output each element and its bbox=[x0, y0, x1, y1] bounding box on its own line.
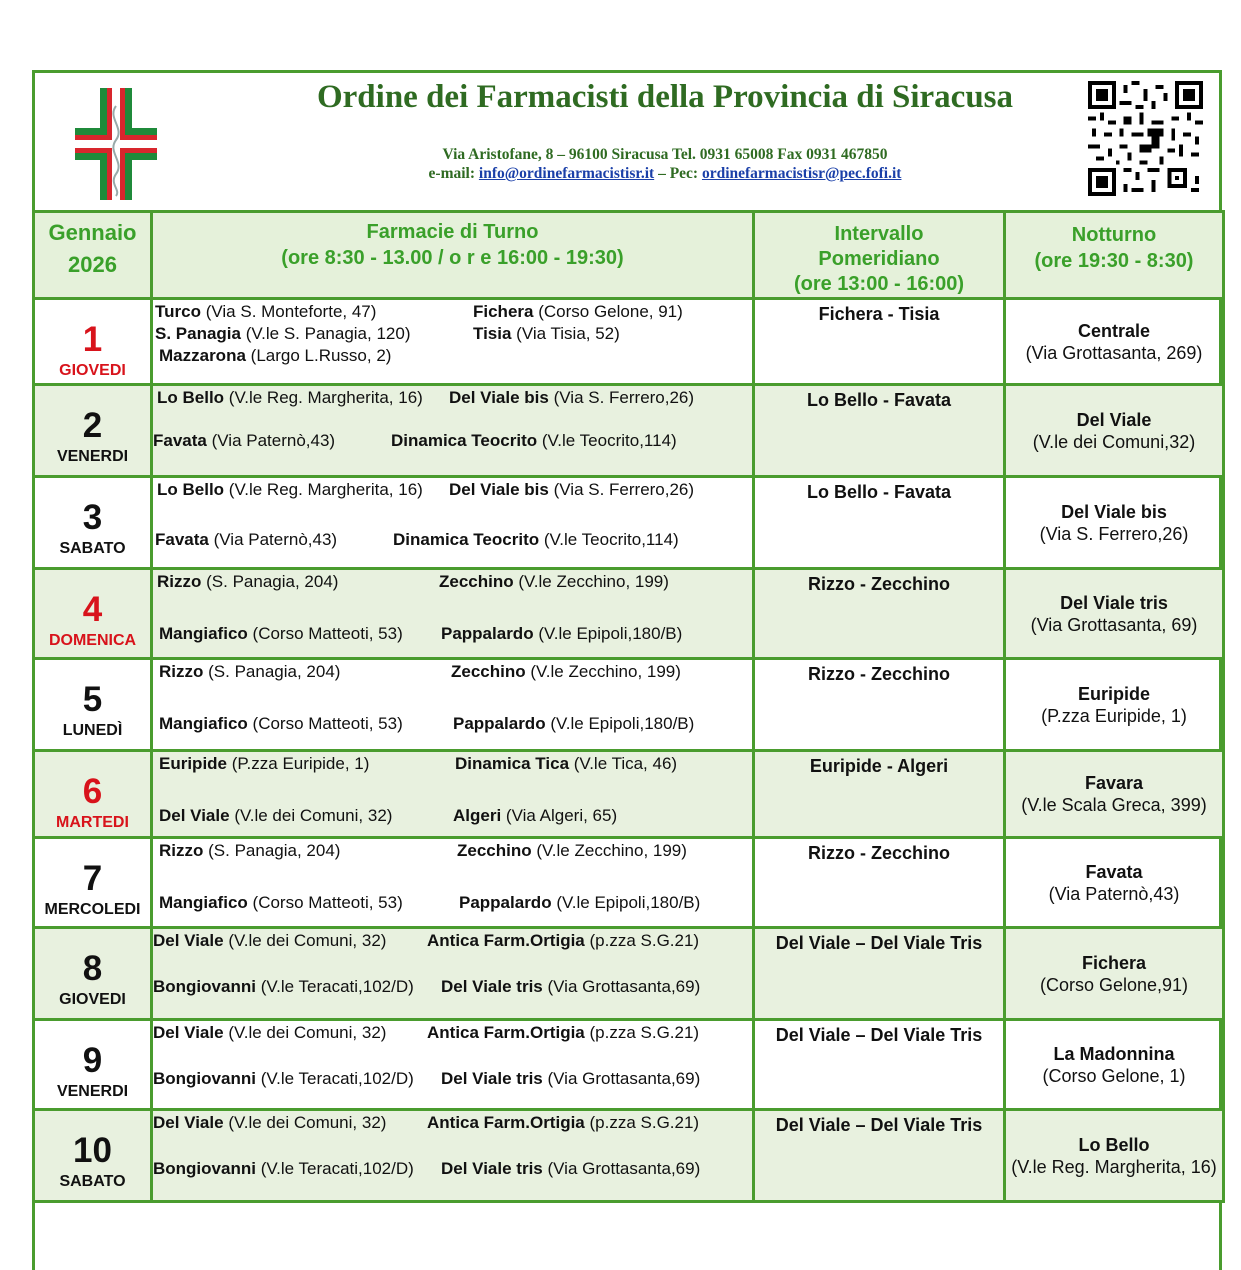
night-pharmacy-name: Fichera bbox=[1081, 952, 1147, 973]
pharmacy-cross-logo bbox=[75, 88, 157, 200]
pharmacy-entry bbox=[391, 431, 677, 451]
afternoon-title-2: Pomeridiano bbox=[818, 248, 940, 270]
duty-pharmacies-cell bbox=[152, 569, 754, 659]
pharmacy-address: (V.le Zecchino, 199) bbox=[518, 572, 669, 591]
pharmacy-entry bbox=[393, 530, 679, 550]
pharmacy-name: Turco bbox=[155, 302, 201, 321]
pharmacy-entry bbox=[427, 1113, 699, 1133]
pharmacy-entry bbox=[153, 931, 386, 951]
month-label: Gennaio bbox=[48, 220, 137, 245]
pharmacy-address: (V.le dei Comuni, 32) bbox=[228, 931, 387, 950]
pharmacy-entry bbox=[159, 624, 403, 644]
pharmacy-name: Dinamica Teocrito bbox=[391, 431, 538, 450]
afternoon-pharmacies: Lo Bello - Favata bbox=[754, 477, 1005, 569]
duty-pharmacies-cell bbox=[152, 928, 754, 1020]
night-pharmacy-name: Lo Bello bbox=[1078, 1134, 1150, 1155]
pharmacy-entry bbox=[157, 388, 423, 408]
night-pharmacy-cell bbox=[1005, 751, 1224, 838]
pharmacy-name: Mazzarona bbox=[159, 346, 246, 365]
org-contacts bbox=[215, 145, 1115, 183]
afternoon-pharmacies: Del Viale – Del Viale Tris bbox=[754, 928, 1005, 1020]
night-pharmacy-name: La Madonnina bbox=[1053, 1043, 1175, 1064]
pharmacy-address: (V.le dei Comuni, 32) bbox=[234, 806, 393, 825]
day-cell bbox=[34, 299, 152, 385]
pharmacy-entry bbox=[441, 624, 682, 644]
pharmacy-address: (S. Panagia, 204) bbox=[206, 572, 339, 591]
pharmacy-address: (Corso Gelone, 91) bbox=[538, 302, 683, 321]
pec-link[interactable]: ordinefarmacistisr@pec.fofi.it bbox=[701, 165, 902, 182]
pharmacy-entry bbox=[159, 714, 403, 734]
pharmacy-entry bbox=[457, 841, 687, 861]
duty-pharmacies-cell bbox=[152, 299, 754, 385]
org-email-line bbox=[215, 164, 1115, 183]
turno-header bbox=[152, 212, 754, 299]
pharmacy-address: (Via Paternò,43) bbox=[213, 530, 338, 549]
pharmacy-entry bbox=[155, 302, 376, 322]
day-number: 4 bbox=[82, 590, 103, 629]
pharmacy-name: Zecchino bbox=[439, 572, 514, 591]
pharmacy-address: (Via Grottasanta,69) bbox=[547, 1069, 701, 1088]
pharmacy-name: Zecchino bbox=[451, 662, 526, 681]
pharmacy-address: (V.le Epipoli,180/B) bbox=[550, 714, 695, 733]
pharmacy-name: Pappalardo bbox=[441, 624, 534, 643]
pharmacy-entry bbox=[441, 977, 700, 997]
night-pharmacy-address: (V.le dei Comuni,32) bbox=[1032, 431, 1196, 452]
pharmacy-name: Dinamica Teocrito bbox=[393, 530, 540, 549]
pharmacy-address: (V.le dei Comuni, 32) bbox=[228, 1023, 387, 1042]
night-pharmacy-address: (Via Paternò,43) bbox=[1048, 883, 1180, 904]
day-row bbox=[34, 659, 1224, 751]
afternoon-pharmacies: Rizzo - Zecchino bbox=[754, 659, 1005, 751]
pharmacy-name: Bongiovanni bbox=[153, 1159, 256, 1178]
afternoon-pharmacies: Euripide - Algeri bbox=[754, 751, 1005, 838]
day-cell bbox=[34, 1020, 152, 1110]
pharmacy-name: Antica Farm.Ortigia bbox=[427, 1113, 585, 1132]
duty-pharmacies-cell bbox=[152, 1110, 754, 1202]
pharmacy-entry bbox=[153, 1113, 386, 1133]
pharmacy-name: Bongiovanni bbox=[153, 1069, 256, 1088]
night-pharmacy-address: (Via Grottasanta, 69) bbox=[1030, 614, 1198, 635]
day-cell bbox=[34, 477, 152, 569]
day-name: GIOVEDI bbox=[59, 362, 126, 379]
pharmacy-name: Pappalardo bbox=[453, 714, 546, 733]
day-name: MERCOLEDI bbox=[44, 901, 141, 918]
pharmacy-name: Lo Bello bbox=[157, 480, 225, 499]
pec-label: – Pec: bbox=[658, 165, 699, 182]
pharmacy-name: Fichera bbox=[473, 302, 534, 321]
night-pharmacy-name: Favara bbox=[1084, 773, 1144, 793]
pharmacy-entry bbox=[453, 714, 694, 734]
turno-title: Farmacie di Turno bbox=[366, 221, 539, 243]
pharmacy-entry bbox=[159, 754, 369, 774]
day-number: 1 bbox=[82, 320, 103, 359]
pharmacy-entry bbox=[473, 302, 683, 322]
day-number: 10 bbox=[73, 1131, 112, 1170]
pharmacy-entry bbox=[427, 1023, 699, 1043]
day-row bbox=[34, 751, 1224, 838]
pharmacy-name: Rizzo bbox=[159, 841, 204, 860]
afternoon-title-1: Intervallo bbox=[834, 223, 924, 245]
pharmacy-name: Del Viale tris bbox=[441, 1069, 543, 1088]
pharmacy-address: (V.le Teocrito,114) bbox=[541, 431, 677, 450]
afternoon-pharmacies: Del Viale – Del Viale Tris bbox=[754, 1020, 1005, 1110]
day-number: 8 bbox=[82, 949, 103, 988]
pharmacy-name: Zecchino bbox=[457, 841, 532, 860]
day-row bbox=[34, 299, 1224, 385]
pharmacy-name: Mangiafico bbox=[159, 714, 248, 733]
day-cell bbox=[34, 659, 152, 751]
afternoon-pharmacies: Del Viale – Del Viale Tris bbox=[754, 1110, 1005, 1202]
pharmacy-entry bbox=[153, 1023, 386, 1043]
night-title: Notturno bbox=[1071, 224, 1157, 246]
afternoon-pharmacies: Rizzo - Zecchino bbox=[754, 569, 1005, 659]
year-label: 2026 bbox=[68, 252, 117, 277]
pharmacy-entry bbox=[153, 1069, 414, 1089]
pharmacy-entry bbox=[449, 388, 694, 408]
afternoon-pharmacies: Fichera - Tisia bbox=[754, 299, 1005, 385]
pharmacy-name: Del Viale tris bbox=[441, 977, 543, 996]
afternoon-hours: (ore 13:00 - 16:00) bbox=[793, 273, 965, 295]
pharmacy-address: (V.le Zecchino, 199) bbox=[530, 662, 681, 681]
pharmacy-address: (V.le dei Comuni, 32) bbox=[228, 1113, 387, 1132]
night-pharmacy-cell bbox=[1005, 385, 1224, 477]
pharmacy-name: Dinamica Tica bbox=[455, 754, 570, 773]
pharmacy-name: Mangiafico bbox=[159, 893, 248, 912]
pharmacy-entry bbox=[159, 893, 403, 913]
pharmacy-name: Algeri bbox=[453, 806, 502, 825]
night-pharmacy-name: Favata bbox=[1085, 861, 1143, 882]
day-cell bbox=[34, 1110, 152, 1202]
day-cell bbox=[34, 751, 152, 838]
pharmacy-address: (V.le Teracati,102/D) bbox=[260, 1159, 414, 1178]
night-pharmacy-cell bbox=[1005, 928, 1224, 1020]
night-pharmacy-address: (Via Grottasanta, 269) bbox=[1025, 342, 1203, 363]
day-name: VENERDI bbox=[56, 448, 129, 465]
day-number: 6 bbox=[82, 772, 103, 811]
pharmacy-entry bbox=[459, 893, 700, 913]
pharmacy-address: (Via S. Ferrero,26) bbox=[553, 388, 695, 407]
day-row bbox=[34, 928, 1224, 1020]
night-pharmacy-address: (P.zza Euripide, 1) bbox=[1041, 705, 1187, 726]
pharmacy-name: Tisia bbox=[473, 324, 512, 343]
pharmacy-address: (V.le Teocrito,114) bbox=[543, 530, 679, 549]
pharmacy-name: Del Viale tris bbox=[441, 1159, 543, 1178]
day-cell bbox=[34, 928, 152, 1020]
pharmacy-address: (Corso Matteoti, 53) bbox=[252, 893, 403, 912]
night-pharmacy-cell bbox=[1005, 659, 1224, 751]
email-label: e-mail: bbox=[428, 165, 476, 182]
pharmacy-entry bbox=[159, 806, 392, 826]
month-header bbox=[34, 212, 152, 299]
duty-pharmacies-cell bbox=[152, 1020, 754, 1110]
day-name: DOMENICA bbox=[48, 632, 137, 649]
night-pharmacy-cell bbox=[1005, 1020, 1224, 1110]
pharmacy-name: Favata bbox=[155, 530, 209, 549]
night-pharmacy-name: Centrale bbox=[1077, 320, 1151, 341]
pharmacy-address: (V.le Teracati,102/D) bbox=[260, 977, 414, 996]
day-cell bbox=[34, 569, 152, 659]
pharmacy-address: (V.le Reg. Margherita, 16) bbox=[228, 388, 423, 407]
pharmacy-address: (p.zza S.G.21) bbox=[589, 1113, 700, 1132]
pharmacy-address: (V.le Zecchino, 199) bbox=[536, 841, 687, 860]
night-pharmacy-address: (Corso Gelone,91) bbox=[1039, 974, 1189, 995]
pharmacy-address: (Corso Matteoti, 53) bbox=[252, 714, 403, 733]
org-title: Ordine dei Farmacisti della Provincia di Siracusa bbox=[316, 79, 1014, 115]
pharmacy-entry bbox=[153, 431, 335, 451]
qr-code-icon bbox=[1087, 81, 1204, 196]
night-pharmacy-address: (V.le Scala Greca, 399) bbox=[1021, 795, 1207, 815]
pharmacy-name: Del Viale bis bbox=[449, 388, 549, 407]
pharmacy-entry bbox=[473, 324, 620, 344]
night-header bbox=[1005, 212, 1224, 299]
pharmacy-entry bbox=[455, 754, 677, 774]
pharmacy-address: (V.le Epipoli,180/B) bbox=[556, 893, 701, 912]
day-row bbox=[34, 569, 1224, 659]
pharmacy-name: Euripide bbox=[159, 754, 228, 773]
pharmacy-address: (S. Panagia, 204) bbox=[208, 662, 341, 681]
pharmacy-address: (p.zza S.G.21) bbox=[589, 931, 700, 950]
day-row bbox=[34, 477, 1224, 569]
day-number: 5 bbox=[82, 680, 103, 719]
turno-hours: (ore 8:30 - 13.00 / o r e 16:00 - 19:30) bbox=[281, 247, 624, 269]
night-hours: (ore 19:30 - 8:30) bbox=[1034, 250, 1194, 272]
pharmacy-address: (V.le Epipoli,180/B) bbox=[538, 624, 683, 643]
pharmacy-name: Lo Bello bbox=[157, 388, 225, 407]
pharmacy-name: Pappalardo bbox=[459, 893, 552, 912]
pharmacy-address: (V.le S. Panagia, 120) bbox=[245, 324, 411, 343]
duty-pharmacies-cell bbox=[152, 838, 754, 928]
org-address: Via Aristofane, 8 – 96100 Siracusa Tel. 0931 65008 Fax 0931 467850 bbox=[442, 146, 888, 163]
day-cell bbox=[34, 838, 152, 928]
pharmacy-name: Del Viale bbox=[153, 1113, 224, 1132]
pharmacy-name: Antica Farm.Ortigia bbox=[427, 1023, 585, 1042]
night-pharmacy-name: Del Viale bis bbox=[1061, 501, 1167, 522]
pharmacy-entry bbox=[159, 841, 340, 861]
day-number: 9 bbox=[82, 1041, 103, 1080]
night-pharmacy-cell bbox=[1005, 477, 1224, 569]
pharmacy-address: (P.zza Euripide, 1) bbox=[231, 754, 370, 773]
duty-pharmacies-cell bbox=[152, 751, 754, 838]
pharmacy-address: (Via S. Monteforte, 47) bbox=[205, 302, 377, 321]
day-row bbox=[34, 1110, 1224, 1202]
day-number: 7 bbox=[82, 859, 103, 898]
pharmacy-entry bbox=[441, 1159, 700, 1179]
pharmacy-address: (V.le Reg. Margherita, 16) bbox=[228, 480, 423, 499]
night-pharmacy-cell bbox=[1005, 838, 1224, 928]
afternoon-pharmacies: Rizzo - Zecchino bbox=[754, 838, 1005, 928]
pharmacy-address: (p.zza S.G.21) bbox=[589, 1023, 700, 1042]
email-link[interactable]: info@ordinefarmacistisr.it bbox=[478, 165, 655, 182]
day-row bbox=[34, 838, 1224, 928]
pharmacy-entry bbox=[153, 1159, 414, 1179]
pharmacy-name: Rizzo bbox=[157, 572, 202, 591]
night-pharmacy-cell bbox=[1005, 299, 1224, 385]
pharmacy-address: (Via Tisia, 52) bbox=[516, 324, 620, 343]
day-row bbox=[34, 1020, 1224, 1110]
pharmacy-address: (Via S. Ferrero,26) bbox=[553, 480, 695, 499]
pharmacy-entry bbox=[157, 572, 338, 592]
day-name: GIOVEDI bbox=[59, 991, 126, 1008]
night-pharmacy-address: (V.le Reg. Margherita, 16) bbox=[1011, 1156, 1217, 1177]
duty-pharmacies-cell bbox=[152, 659, 754, 751]
pharmacy-name: Favata bbox=[153, 431, 207, 450]
pharmacy-entry bbox=[155, 530, 337, 550]
night-pharmacy-cell bbox=[1005, 569, 1224, 659]
pharmacy-entry bbox=[441, 1069, 700, 1089]
pharmacy-entry bbox=[427, 931, 699, 951]
pharmacy-entry bbox=[159, 662, 340, 682]
pharmacy-name: Del Viale bbox=[159, 806, 230, 825]
pharmacy-entry bbox=[155, 324, 410, 344]
pharmacy-name: Del Viale bis bbox=[449, 480, 549, 499]
pharmacy-name: Del Viale bbox=[153, 931, 224, 950]
pharmacy-entry bbox=[439, 572, 669, 592]
day-number: 2 bbox=[82, 406, 103, 445]
pharmacy-name: Rizzo bbox=[159, 662, 204, 681]
pharmacy-address: (Via Grottasanta,69) bbox=[547, 977, 701, 996]
duty-pharmacies-cell bbox=[152, 477, 754, 569]
pharmacy-name: Bongiovanni bbox=[153, 977, 256, 996]
pharmacy-entry bbox=[159, 346, 391, 366]
pharmacy-entry bbox=[157, 480, 423, 500]
duty-schedule-table bbox=[32, 210, 1225, 1203]
pharmacy-entry bbox=[453, 806, 617, 826]
night-pharmacy-name: Euripide bbox=[1077, 683, 1150, 704]
pharmacy-entry bbox=[153, 977, 414, 997]
afternoon-header bbox=[754, 212, 1005, 299]
table-header-row bbox=[34, 212, 1224, 299]
pharmacy-address: (V.le Teracati,102/D) bbox=[260, 1069, 414, 1088]
day-name: MARTEDI bbox=[56, 814, 129, 831]
day-cell bbox=[34, 385, 152, 477]
night-pharmacy-name: Del Viale tris bbox=[1060, 592, 1168, 613]
pharmacy-address: (Largo L.Russo, 2) bbox=[250, 346, 392, 365]
pharmacy-address: (S. Panagia, 204) bbox=[208, 841, 341, 860]
day-name: SABATO bbox=[59, 540, 126, 557]
day-name: VENERDI bbox=[56, 1083, 129, 1100]
day-name: LUNEDÌ bbox=[62, 722, 123, 739]
pharmacy-name: Antica Farm.Ortigia bbox=[427, 931, 585, 950]
letterhead bbox=[35, 73, 1219, 210]
night-pharmacy-name: Del Viale bbox=[1076, 409, 1152, 430]
night-pharmacy-cell bbox=[1005, 1110, 1224, 1202]
duty-pharmacies-cell bbox=[152, 385, 754, 477]
pharmacy-name: S. Panagia bbox=[155, 324, 241, 343]
day-number: 3 bbox=[82, 498, 103, 537]
night-pharmacy-address: (Corso Gelone, 1) bbox=[1042, 1065, 1186, 1086]
afternoon-pharmacies: Lo Bello - Favata bbox=[754, 385, 1005, 477]
pharmacy-name: Del Viale bbox=[153, 1023, 224, 1042]
night-pharmacy-address: (Via S. Ferrero,26) bbox=[1039, 523, 1189, 544]
pharmacy-address: (V.le Tica, 46) bbox=[573, 754, 678, 773]
pharmacy-entry bbox=[451, 662, 681, 682]
pharmacy-name: Mangiafico bbox=[159, 624, 248, 643]
day-name: SABATO bbox=[59, 1173, 126, 1190]
pharmacy-address: (Via Paternò,43) bbox=[211, 431, 336, 450]
pharmacy-address: (Via Algeri, 65) bbox=[505, 806, 618, 825]
day-row bbox=[34, 385, 1224, 477]
pharmacy-address: (Via Grottasanta,69) bbox=[547, 1159, 701, 1178]
pharmacy-address: (Corso Matteoti, 53) bbox=[252, 624, 403, 643]
pharmacy-entry bbox=[449, 480, 694, 500]
